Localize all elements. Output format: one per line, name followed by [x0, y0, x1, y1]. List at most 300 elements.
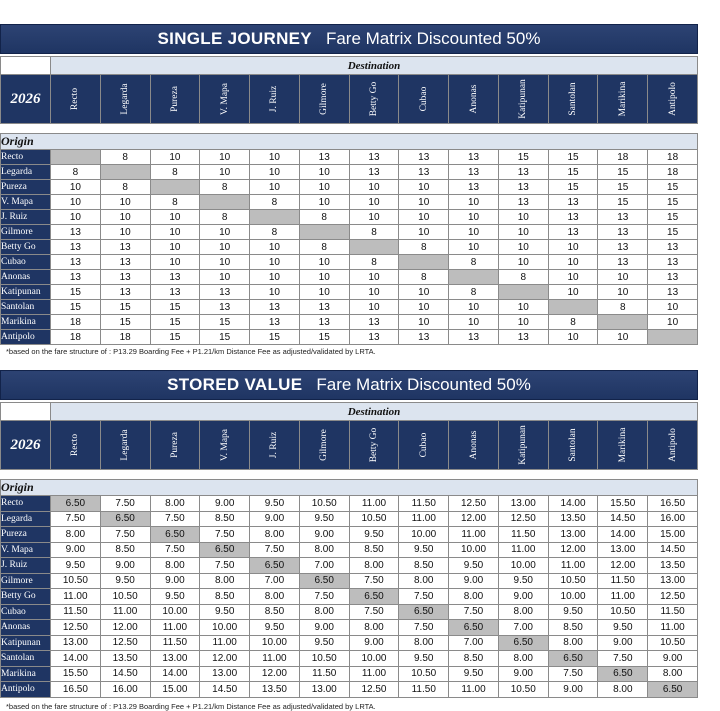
fare-cell: 8: [200, 180, 250, 195]
fare-cell: 11.00: [349, 496, 399, 512]
fare-cell: 15: [498, 150, 548, 165]
column-header-anonas: [449, 421, 499, 470]
fare-cell: 8: [299, 210, 349, 225]
fare-cell: 11.00: [150, 620, 200, 636]
row-header-recto: Recto: [1, 150, 51, 165]
fare-cell: 13: [349, 315, 399, 330]
fare-cell: 9.00: [498, 666, 548, 682]
fare-cell: 13.00: [648, 573, 698, 589]
fare-cell: 7.50: [349, 604, 399, 620]
column-header-v-mapa: [200, 421, 250, 470]
fare-cell: 15.50: [598, 496, 648, 512]
row-header-marikina: Marikina: [1, 666, 51, 682]
column-header-label: Legarda: [120, 429, 131, 461]
fare-cell: 10.50: [100, 589, 150, 605]
fare-cell: 15: [648, 225, 698, 240]
year-label: 2026: [1, 421, 51, 470]
fare-cell: 14.50: [100, 666, 150, 682]
table-row: [1, 589, 698, 605]
fare-cell: 7.50: [399, 589, 449, 605]
fare-cell: 15: [648, 180, 698, 195]
fare-cell: 10.50: [299, 496, 349, 512]
diagonal-cell: [648, 330, 698, 345]
fare-cell: 8.00: [498, 651, 548, 667]
diagonal-cell: [200, 195, 250, 210]
fare-cell: 10: [548, 255, 598, 270]
fare-cell: 9.00: [548, 682, 598, 698]
fare-cell: 9.50: [548, 604, 598, 620]
fare-cell: 11.50: [498, 527, 548, 543]
diagonal-cell: 6.50: [598, 666, 648, 682]
fare-cell: 10: [648, 300, 698, 315]
column-header-cubao: [399, 75, 449, 124]
fare-cell: 9.50: [399, 542, 449, 558]
fare-cell: 15: [150, 300, 200, 315]
single-journey-section: [0, 24, 698, 356]
fare-cell: 12.50: [498, 511, 548, 527]
fare-cell: 10.00: [349, 651, 399, 667]
fare-cell: 13: [100, 285, 150, 300]
fare-cell: 9.50: [150, 589, 200, 605]
fare-cell: 13: [498, 330, 548, 345]
fare-cell: 9.50: [51, 558, 101, 574]
table-row: [1, 255, 698, 270]
fare-cell: 10: [150, 240, 200, 255]
fare-cell: 13: [548, 210, 598, 225]
table-row: [1, 496, 698, 512]
fare-cell: 18: [648, 150, 698, 165]
fare-cell: 12.50: [449, 496, 499, 512]
fare-cell: 13: [598, 255, 648, 270]
fare-cell: 11.00: [449, 527, 499, 543]
fare-cell: 10: [548, 270, 598, 285]
column-header-label: Marikina: [617, 81, 628, 117]
fare-cell: 8: [150, 195, 200, 210]
fare-cell: 11.00: [100, 604, 150, 620]
fare-cell: 13: [150, 285, 200, 300]
fare-cell: 10: [498, 240, 548, 255]
fare-cell: 8.00: [250, 527, 300, 543]
diagonal-cell: 6.50: [548, 651, 598, 667]
diagonal-cell: 6.50: [449, 620, 499, 636]
row-header-j-ruiz: J. Ruiz: [1, 210, 51, 225]
diagonal-cell: 6.50: [150, 527, 200, 543]
table-row: [1, 225, 698, 240]
fare-cell: 10.50: [548, 573, 598, 589]
fare-cell: 13: [598, 210, 648, 225]
spacer-row: [1, 124, 698, 134]
fare-cell: 8.50: [548, 620, 598, 636]
column-header-pureza: [150, 75, 200, 124]
fare-cell: 15: [200, 315, 250, 330]
fare-cell: 13: [349, 150, 399, 165]
fare-cell: 11.50: [399, 496, 449, 512]
fare-cell: 8: [100, 150, 150, 165]
fare-cell: 12.00: [250, 666, 300, 682]
fare-cell: 13: [200, 285, 250, 300]
fare-cell: 8: [100, 180, 150, 195]
fare-cell: 11.50: [51, 604, 101, 620]
fare-cell: 15: [299, 330, 349, 345]
fare-cell: 11.00: [399, 511, 449, 527]
column-header-label: J. Ruiz: [269, 85, 280, 113]
diagonal-cell: 6.50: [399, 604, 449, 620]
row-header-cubao: Cubao: [1, 255, 51, 270]
stored-value-footnote: *based on the fare structure of : P13.29 Boarding Fee + P1.21/km Distance Fee as adjusted/validated by LRTA.: [6, 701, 376, 711]
fare-cell: 9.00: [598, 635, 648, 651]
fare-cell: 15: [150, 330, 200, 345]
fare-cell: 10: [100, 210, 150, 225]
fare-cell: 10: [349, 270, 399, 285]
column-header-katipunan: [498, 421, 548, 470]
fare-cell: 10: [548, 285, 598, 300]
fare-cell: 12.00: [100, 620, 150, 636]
fare-cell: 9.00: [51, 542, 101, 558]
column-header-label: J. Ruiz: [269, 431, 280, 459]
table-row: [1, 180, 698, 195]
table-row: [1, 558, 698, 574]
fare-cell: 7.50: [548, 666, 598, 682]
column-header-label: Betty Go: [368, 427, 379, 463]
fare-cell: 13: [648, 240, 698, 255]
row-header-betty-go: Betty Go: [1, 589, 51, 605]
fare-cell: 9.50: [598, 620, 648, 636]
column-header-betty-go: [349, 75, 399, 124]
fare-cell: 8.00: [299, 604, 349, 620]
fare-cell: 15: [598, 180, 648, 195]
fare-cell: 13: [299, 315, 349, 330]
fare-cell: 10: [100, 195, 150, 210]
fare-cell: 10.50: [349, 511, 399, 527]
fare-cell: 14.00: [548, 496, 598, 512]
column-header-label: Betty Go: [368, 81, 379, 117]
fare-cell: 8: [349, 225, 399, 240]
fare-cell: 9.50: [299, 511, 349, 527]
fare-cell: 10.50: [51, 573, 101, 589]
row-header-santolan: Santolan: [1, 300, 51, 315]
fare-cell: 10.50: [399, 666, 449, 682]
column-header-pureza: [150, 421, 200, 470]
table-row: [1, 620, 698, 636]
fare-cell: 10: [399, 285, 449, 300]
column-header-j-ruiz: [250, 421, 300, 470]
fare-cell: 13: [648, 270, 698, 285]
table-row: [1, 330, 698, 345]
fare-cell: 13: [100, 255, 150, 270]
fare-cell: 10: [399, 180, 449, 195]
fare-cell: 13: [498, 180, 548, 195]
fare-cell: 7.00: [299, 558, 349, 574]
fare-cell: 7.50: [598, 651, 648, 667]
fare-cell: 10.50: [498, 682, 548, 698]
fare-cell: 15.00: [648, 527, 698, 543]
column-header-label: Antipolo: [667, 428, 678, 462]
fare-cell: 8.00: [299, 542, 349, 558]
fare-cell: 13: [349, 330, 399, 345]
fare-cell: 11.50: [299, 666, 349, 682]
fare-cell: 14.50: [648, 542, 698, 558]
row-header-v-mapa: V. Mapa: [1, 542, 51, 558]
table-row: [1, 511, 698, 527]
diagonal-cell: 6.50: [200, 542, 250, 558]
fare-cell: 10: [349, 210, 399, 225]
diagonal-cell: [100, 165, 150, 180]
fare-cell: 10: [498, 225, 548, 240]
fare-cell: 8.00: [498, 604, 548, 620]
fare-cell: 15: [598, 165, 648, 180]
fare-cell: 9.50: [498, 573, 548, 589]
diagonal-cell: 6.50: [648, 682, 698, 698]
fare-cell: 13: [100, 270, 150, 285]
fare-cell: 11.00: [498, 542, 548, 558]
row-header-v-mapa: V. Mapa: [1, 195, 51, 210]
single-journey-footnote: *based on the fare structure of : P13.29 Boarding Fee + P1.21/km Distance Fee as adjusted/validated by LRTA.: [6, 347, 376, 356]
fare-cell: 15: [150, 315, 200, 330]
column-header-label: Anonas: [468, 84, 479, 114]
fare-cell: 9.00: [648, 651, 698, 667]
fare-cell: 18: [100, 330, 150, 345]
fare-cell: 13: [51, 255, 101, 270]
fare-cell: 10: [150, 150, 200, 165]
fare-cell: 15: [51, 285, 101, 300]
column-header-santolan: [548, 75, 598, 124]
fare-cell: 10.00: [399, 527, 449, 543]
fare-cell: 12.50: [51, 620, 101, 636]
fare-cell: 10: [51, 180, 101, 195]
fare-cell: 8.00: [51, 527, 101, 543]
column-header-anonas: [449, 75, 499, 124]
fare-cell: 13: [548, 195, 598, 210]
fare-cell: 10.50: [598, 604, 648, 620]
fare-cell: 8: [449, 255, 499, 270]
row-header-pureza: Pureza: [1, 180, 51, 195]
fare-cell: 9.00: [250, 511, 300, 527]
fare-cell: 13: [449, 165, 499, 180]
fare-cell: 10: [200, 255, 250, 270]
table-row: [1, 542, 698, 558]
fare-cell: 10: [548, 330, 598, 345]
fare-cell: 10: [250, 150, 300, 165]
fare-cell: 8.50: [200, 511, 250, 527]
fare-cell: 8: [399, 270, 449, 285]
fare-cell: 10: [200, 150, 250, 165]
column-header-label: V. Mapa: [219, 428, 230, 462]
fare-cell: 13.00: [548, 527, 598, 543]
fare-cell: 15: [100, 315, 150, 330]
row-header-legarda: Legarda: [1, 511, 51, 527]
row-header-katipunan: Katipunan: [1, 285, 51, 300]
fare-cell: 11.00: [250, 651, 300, 667]
diagonal-cell: 6.50: [349, 589, 399, 605]
diagonal-cell: [598, 315, 648, 330]
table-row: [1, 150, 698, 165]
fare-cell: 16.00: [648, 511, 698, 527]
fare-cell: 10: [250, 270, 300, 285]
fare-cell: 8.00: [548, 635, 598, 651]
column-header-antipolo: [648, 421, 698, 470]
fare-cell: 7.00: [498, 620, 548, 636]
fare-cell: 15: [548, 150, 598, 165]
fare-cell: 10: [150, 210, 200, 225]
fare-cell: 7.00: [250, 573, 300, 589]
row-header-j-ruiz: J. Ruiz: [1, 558, 51, 574]
fare-cell: 10: [598, 270, 648, 285]
fare-cell: 9.50: [250, 496, 300, 512]
fare-cell: 15: [648, 210, 698, 225]
table-row: [1, 573, 698, 589]
destination-label: Destination: [51, 403, 698, 421]
column-header-label: Gilmore: [319, 83, 330, 115]
row-header-gilmore: Gilmore: [1, 573, 51, 589]
row-header-recto: Recto: [1, 496, 51, 512]
fare-cell: 8.00: [150, 558, 200, 574]
fare-cell: 10.50: [299, 651, 349, 667]
diagonal-cell: [498, 285, 548, 300]
fare-cell: 13: [299, 300, 349, 315]
fare-cell: 7.50: [250, 542, 300, 558]
diagonal-cell: 6.50: [299, 573, 349, 589]
corner-cell: [1, 57, 51, 75]
fare-cell: 7.50: [349, 573, 399, 589]
fare-cell: 10: [598, 330, 648, 345]
column-header-recto: [51, 75, 101, 124]
row-header-cubao: Cubao: [1, 604, 51, 620]
table-row: [1, 682, 698, 698]
fare-cell: 8.00: [150, 496, 200, 512]
fare-cell: 10: [51, 210, 101, 225]
single-journey-subtitle: Fare Matrix Discounted 50%: [325, 29, 541, 48]
column-header-label: Pureza: [169, 86, 180, 112]
row-header-gilmore: Gilmore: [1, 225, 51, 240]
column-header-cubao: [399, 421, 449, 470]
fare-cell: 10: [548, 240, 598, 255]
column-header-label: Recto: [70, 87, 81, 111]
fare-cell: 13: [51, 240, 101, 255]
fare-cell: 7.50: [399, 620, 449, 636]
fare-cell: 10.00: [548, 589, 598, 605]
column-header-label: Antipolo: [667, 82, 678, 116]
fare-cell: 13.00: [498, 496, 548, 512]
row-header-santolan: Santolan: [1, 651, 51, 667]
fare-cell: 11.00: [548, 558, 598, 574]
single-journey-title: SINGLE JOURNEY: [157, 29, 312, 48]
fare-cell: 13.50: [648, 558, 698, 574]
fare-cell: 8: [498, 270, 548, 285]
fare-cell: 8.00: [250, 589, 300, 605]
fare-cell: 9.00: [349, 635, 399, 651]
fare-cell: 8.00: [648, 666, 698, 682]
column-header-legarda: [100, 421, 150, 470]
fare-cell: 10: [299, 165, 349, 180]
fare-cell: 10.00: [250, 635, 300, 651]
fare-cell: 10: [498, 300, 548, 315]
fare-cell: 15: [598, 195, 648, 210]
table-row: [1, 285, 698, 300]
fare-cell: 9.00: [299, 620, 349, 636]
column-header-label: Pureza: [169, 432, 180, 458]
fare-cell: 13.00: [51, 635, 101, 651]
fare-cell: 10: [498, 315, 548, 330]
origin-label: Origin: [1, 134, 698, 150]
fare-cell: 8: [598, 300, 648, 315]
column-header-gilmore: [299, 421, 349, 470]
fare-cell: 12.00: [449, 511, 499, 527]
fare-cell: 15: [200, 330, 250, 345]
fare-cell: 13.50: [250, 682, 300, 698]
stored-value-title: STORED VALUE: [167, 375, 303, 394]
fare-cell: 9.50: [349, 527, 399, 543]
column-header-label: Cubao: [418, 432, 429, 458]
fare-cell: 10: [399, 210, 449, 225]
fare-cell: 13: [250, 300, 300, 315]
fare-cell: 13: [598, 225, 648, 240]
table-row: [1, 210, 698, 225]
fare-cell: 10.00: [150, 604, 200, 620]
fare-cell: 8: [349, 255, 399, 270]
fare-cell: 11.50: [648, 604, 698, 620]
fare-cell: 15: [548, 180, 598, 195]
fare-cell: 10: [349, 300, 399, 315]
fare-cell: 13.00: [200, 666, 250, 682]
column-header-j-ruiz: [250, 75, 300, 124]
diagonal-cell: [349, 240, 399, 255]
table-row: [1, 300, 698, 315]
fare-cell: 10: [299, 195, 349, 210]
fare-cell: 10: [449, 315, 499, 330]
fare-cell: 8.00: [598, 682, 648, 698]
fare-cell: 11.00: [200, 635, 250, 651]
fare-cell: 10: [100, 225, 150, 240]
fare-cell: 8: [250, 195, 300, 210]
fare-cell: 18: [648, 165, 698, 180]
column-header-recto: [51, 421, 101, 470]
fare-cell: 8.00: [449, 589, 499, 605]
fare-cell: 9.50: [299, 635, 349, 651]
fare-cell: 13.50: [100, 651, 150, 667]
year-label: 2026: [1, 75, 51, 124]
fare-cell: 11.50: [150, 635, 200, 651]
table-row: [1, 240, 698, 255]
column-header-marikina: [598, 75, 648, 124]
row-header-pureza: Pureza: [1, 527, 51, 543]
table-row: [1, 165, 698, 180]
diagonal-cell: [299, 225, 349, 240]
fare-cell: 8.00: [399, 573, 449, 589]
fare-cell: 13: [51, 225, 101, 240]
fare-cell: 8.50: [449, 651, 499, 667]
fare-cell: 10: [200, 165, 250, 180]
fare-cell: 8: [200, 210, 250, 225]
fare-cell: 10: [299, 270, 349, 285]
diagonal-cell: [51, 150, 101, 165]
fare-cell: 14.00: [51, 651, 101, 667]
diagonal-cell: 6.50: [51, 496, 101, 512]
stored-value-banner: [0, 370, 698, 400]
fare-cell: 8: [299, 240, 349, 255]
fare-cell: 13.00: [299, 682, 349, 698]
fare-cell: 10: [648, 315, 698, 330]
column-header-label: V. Mapa: [219, 82, 230, 116]
fare-cell: 10: [598, 285, 648, 300]
column-header-label: Recto: [70, 433, 81, 457]
diagonal-cell: [449, 270, 499, 285]
fare-cell: 7.50: [100, 527, 150, 543]
fare-cell: 11.00: [449, 682, 499, 698]
fare-cell: 8: [250, 225, 300, 240]
stored-value-matrix: [0, 402, 698, 698]
fare-cell: 12.00: [548, 542, 598, 558]
fare-cell: 10: [250, 285, 300, 300]
